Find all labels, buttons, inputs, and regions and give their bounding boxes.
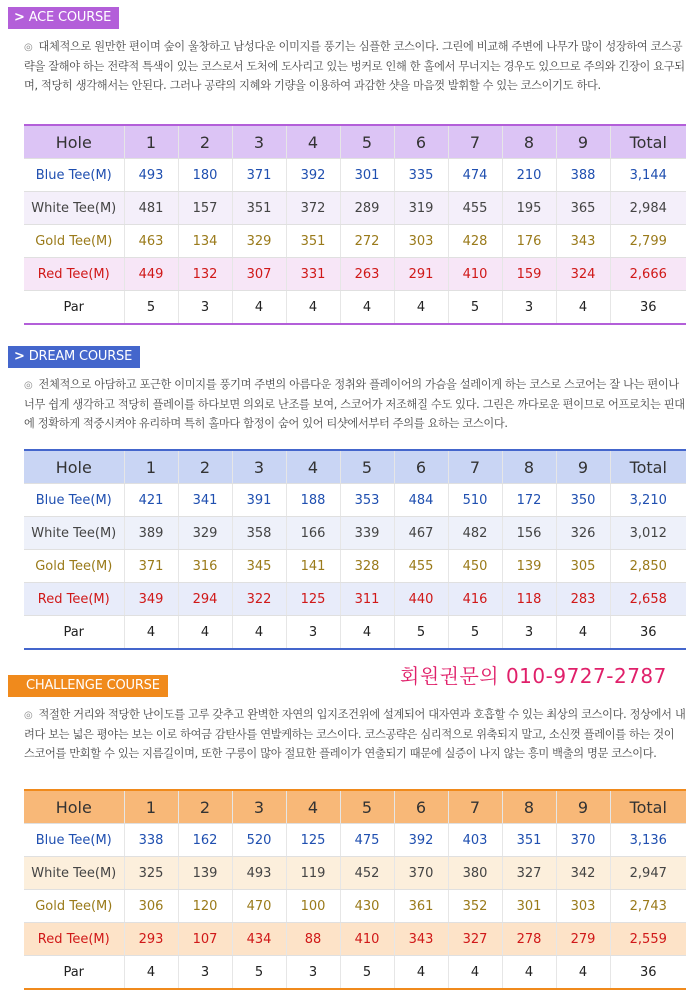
distance-cell: 107 (178, 923, 232, 956)
ace-course-badge (8, 7, 119, 29)
total-cell: 36 (610, 291, 686, 325)
hole-number-header: 3 (232, 790, 286, 824)
hole-number-header: 5 (340, 790, 394, 824)
distance-cell: 329 (178, 517, 232, 550)
distance-cell: 4 (448, 956, 502, 990)
distance-cell: 118 (502, 583, 556, 616)
distance-cell: 343 (394, 923, 448, 956)
distance-cell: 4 (556, 616, 610, 650)
gold-tee-row (24, 225, 686, 258)
distance-cell: 316 (178, 550, 232, 583)
hole-number-header: 7 (448, 790, 502, 824)
total-cell: 2,947 (610, 857, 686, 890)
distance-cell: 4 (556, 291, 610, 325)
distance-cell: 210 (502, 159, 556, 192)
total-cell: 36 (610, 956, 686, 990)
distance-cell: 327 (502, 857, 556, 890)
hole-number-header: 9 (556, 790, 610, 824)
distance-cell: 351 (502, 824, 556, 857)
distance-cell: 263 (340, 258, 394, 291)
distance-cell: 162 (178, 824, 232, 857)
distance-cell: 484 (394, 484, 448, 517)
distance-cell: 455 (394, 550, 448, 583)
total-cell: 2,743 (610, 890, 686, 923)
challenge-course-description: ◎ 적절한 거리와 적당한 난이도를 고루 갖추고 완벽한 자연의 입지조건위에 설계되어 대자연과 호흡할 수 있는 최상의 코스이다. 정상에서 내려다 보는 넓은 평야는 보는 이로 하여금 감탄사를 연발케하는 코스이다. 코스공략은 심리적으로 위축되지 말고, 소신껏 플레이를 하는 것이 스코어를 만회할 수 있는 지름길이며, 또한 구릉이 많아 절묘한 플레이가 연출되기 때문에 실증이 나지 않는 흥미 백출의 명문 코스이다. (24, 708, 686, 760)
distance-cell: 339 (340, 517, 394, 550)
distance-cell: 421 (124, 484, 178, 517)
distance-cell: 159 (502, 258, 556, 291)
total-cell: 2,658 (610, 583, 686, 616)
distance-cell: 4 (502, 956, 556, 990)
distance-cell: 371 (124, 550, 178, 583)
distance-cell: 403 (448, 824, 502, 857)
row-label: Gold Tee(M) (24, 890, 124, 923)
distance-cell: 5 (448, 291, 502, 325)
distance-cell: 392 (286, 159, 340, 192)
total-cell: 36 (610, 616, 686, 650)
red-tee-row (24, 258, 686, 291)
total-header: Total (610, 450, 686, 484)
total-cell: 2,984 (610, 192, 686, 225)
distance-cell: 450 (448, 550, 502, 583)
distance-cell: 3 (178, 956, 232, 990)
row-label: Blue Tee(M) (24, 824, 124, 857)
distance-cell: 345 (232, 550, 286, 583)
distance-cell: 125 (286, 824, 340, 857)
distance-cell: 481 (124, 192, 178, 225)
row-label: Blue Tee(M) (24, 484, 124, 517)
hole-number-header: 9 (556, 450, 610, 484)
dream-course-title: DREAM COURSE (28, 349, 133, 364)
distance-cell: 365 (556, 192, 610, 225)
distance-cell: 4 (556, 956, 610, 990)
distance-cell: 335 (394, 159, 448, 192)
row-label: Gold Tee(M) (24, 225, 124, 258)
distance-cell: 3 (502, 616, 556, 650)
dream-course-badge (8, 346, 140, 368)
distance-cell: 328 (340, 550, 394, 583)
hole-number-header: 5 (340, 125, 394, 159)
row-label: Blue Tee(M) (24, 159, 124, 192)
white-tee-row (24, 517, 686, 550)
total-cell: 3,210 (610, 484, 686, 517)
distance-cell: 331 (286, 258, 340, 291)
total-cell: 3,144 (610, 159, 686, 192)
distance-cell: 434 (232, 923, 286, 956)
distance-cell: 294 (178, 583, 232, 616)
distance-cell: 353 (340, 484, 394, 517)
hole-number-header: 4 (286, 450, 340, 484)
distance-cell: 132 (178, 258, 232, 291)
total-header: Total (610, 125, 686, 159)
distance-cell: 195 (502, 192, 556, 225)
distance-cell: 176 (502, 225, 556, 258)
distance-cell: 352 (448, 890, 502, 923)
bullet-icon: ◎ (24, 42, 33, 53)
distance-cell: 3 (286, 956, 340, 990)
par-row (24, 291, 686, 325)
total-cell: 3,136 (610, 824, 686, 857)
distance-cell: 4 (232, 616, 286, 650)
total-header: Total (610, 790, 686, 824)
distance-cell: 349 (124, 583, 178, 616)
distance-cell: 180 (178, 159, 232, 192)
distance-cell: 4 (124, 616, 178, 650)
distance-cell: 428 (448, 225, 502, 258)
distance-cell: 342 (556, 857, 610, 890)
challenge-course-title: CHALLENGE COURSE (26, 678, 160, 693)
distance-cell: 307 (232, 258, 286, 291)
hole-number-header: 4 (286, 790, 340, 824)
row-label: Par (24, 616, 124, 650)
distance-cell: 319 (394, 192, 448, 225)
distance-cell: 430 (340, 890, 394, 923)
distance-cell: 475 (340, 824, 394, 857)
distance-cell: 306 (124, 890, 178, 923)
distance-cell: 283 (556, 583, 610, 616)
distance-cell: 5 (232, 956, 286, 990)
distance-cell: 305 (556, 550, 610, 583)
gold-tee-row (24, 550, 686, 583)
distance-cell: 410 (448, 258, 502, 291)
ace-course-title: ACE COURSE (28, 10, 112, 25)
distance-cell: 4 (178, 616, 232, 650)
distance-cell: 391 (232, 484, 286, 517)
total-cell: 2,666 (610, 258, 686, 291)
hole-number-header: 1 (124, 125, 178, 159)
row-label: White Tee(M) (24, 517, 124, 550)
white-tee-row (24, 192, 686, 225)
distance-cell: 325 (124, 857, 178, 890)
hole-number-header: 7 (448, 450, 502, 484)
total-cell: 3,012 (610, 517, 686, 550)
distance-cell: 188 (286, 484, 340, 517)
distance-cell: 370 (556, 824, 610, 857)
distance-cell: 157 (178, 192, 232, 225)
hole-number-header: 1 (124, 450, 178, 484)
distance-cell: 5 (340, 956, 394, 990)
distance-cell: 372 (286, 192, 340, 225)
distance-cell: 4 (286, 291, 340, 325)
hole-number-header: 7 (448, 125, 502, 159)
hole-number-header: 2 (178, 125, 232, 159)
par-row (24, 956, 686, 990)
hole-number-header: 6 (394, 450, 448, 484)
distance-cell: 324 (556, 258, 610, 291)
hole-number-header: 6 (394, 790, 448, 824)
distance-cell: 88 (286, 923, 340, 956)
ace-course-table (24, 124, 686, 325)
hole-number-header: 3 (232, 125, 286, 159)
row-label: White Tee(M) (24, 857, 124, 890)
table-header-row (24, 450, 686, 484)
distance-cell: 322 (232, 583, 286, 616)
distance-cell: 289 (340, 192, 394, 225)
distance-cell: 301 (502, 890, 556, 923)
row-label: Par (24, 291, 124, 325)
distance-cell: 3 (286, 616, 340, 650)
hole-header: Hole (24, 790, 124, 824)
distance-cell: 410 (340, 923, 394, 956)
distance-cell: 493 (232, 857, 286, 890)
distance-cell: 293 (124, 923, 178, 956)
distance-cell: 141 (286, 550, 340, 583)
distance-cell: 358 (232, 517, 286, 550)
member-contact: 회원권문의 010-9727-2787 (400, 664, 667, 688)
hole-header: Hole (24, 450, 124, 484)
distance-cell: 156 (502, 517, 556, 550)
distance-cell: 452 (340, 857, 394, 890)
white-tee-row (24, 857, 686, 890)
distance-cell: 370 (394, 857, 448, 890)
distance-cell: 351 (286, 225, 340, 258)
distance-cell: 371 (232, 159, 286, 192)
distance-cell: 303 (394, 225, 448, 258)
challenge-course-table (24, 789, 686, 990)
distance-cell: 4 (340, 616, 394, 650)
distance-cell: 449 (124, 258, 178, 291)
row-label: Red Tee(M) (24, 923, 124, 956)
total-cell: 2,799 (610, 225, 686, 258)
hole-number-header: 8 (502, 125, 556, 159)
distance-cell: 351 (232, 192, 286, 225)
blue-tee-row (24, 159, 686, 192)
distance-cell: 388 (556, 159, 610, 192)
blue-tee-row (24, 824, 686, 857)
distance-cell: 301 (340, 159, 394, 192)
distance-cell: 510 (448, 484, 502, 517)
hole-header: Hole (24, 125, 124, 159)
distance-cell: 341 (178, 484, 232, 517)
distance-cell: 392 (394, 824, 448, 857)
distance-cell: 3 (502, 291, 556, 325)
distance-cell: 329 (232, 225, 286, 258)
hole-number-header: 2 (178, 790, 232, 824)
distance-cell: 474 (448, 159, 502, 192)
distance-cell: 139 (178, 857, 232, 890)
ace-course-description: ◎ 대체적으로 원만한 편이며 숲이 울창하고 남성다운 이미지를 풍기는 심플한 코스이다. 그린에 비교해 주변에 나무가 많이 성장하여 코스공략을 잘해야 하는 전략적 특색이 있는 코스로서 도처에 도사리고 있는 벙커로 인해 한 홀에서 무너지는 경우도 있으므로 주의와 긴장이 요구되며, 적당히 생각해서는 안된다. 그러나 공략의 지혜와 기량을 이용하여 과감한 샷을 마음껏 발휘할 수 있는 코스이기도 하다. (24, 40, 685, 92)
distance-cell: 493 (124, 159, 178, 192)
distance-cell: 119 (286, 857, 340, 890)
distance-cell: 166 (286, 517, 340, 550)
gold-tee-row (24, 890, 686, 923)
distance-cell: 5 (394, 616, 448, 650)
distance-cell: 172 (502, 484, 556, 517)
distance-cell: 361 (394, 890, 448, 923)
blue-tee-row (24, 484, 686, 517)
hole-number-header: 1 (124, 790, 178, 824)
distance-cell: 134 (178, 225, 232, 258)
distance-cell: 125 (286, 583, 340, 616)
distance-cell: 4 (124, 956, 178, 990)
row-label: Red Tee(M) (24, 583, 124, 616)
total-cell: 2,559 (610, 923, 686, 956)
distance-cell: 327 (448, 923, 502, 956)
distance-cell: 272 (340, 225, 394, 258)
distance-cell: 416 (448, 583, 502, 616)
distance-cell: 139 (502, 550, 556, 583)
challenge-course-badge (8, 675, 168, 697)
distance-cell: 440 (394, 583, 448, 616)
distance-cell: 343 (556, 225, 610, 258)
distance-cell: 279 (556, 923, 610, 956)
red-tee-row (24, 583, 686, 616)
hole-number-header: 4 (286, 125, 340, 159)
par-row (24, 616, 686, 650)
hole-number-header: 2 (178, 450, 232, 484)
row-label: Red Tee(M) (24, 258, 124, 291)
distance-cell: 303 (556, 890, 610, 923)
distance-cell: 467 (394, 517, 448, 550)
row-label: Par (24, 956, 124, 990)
distance-cell: 100 (286, 890, 340, 923)
row-label: White Tee(M) (24, 192, 124, 225)
distance-cell: 120 (178, 890, 232, 923)
dream-course-table (24, 449, 686, 650)
distance-cell: 311 (340, 583, 394, 616)
distance-cell: 380 (448, 857, 502, 890)
distance-cell: 326 (556, 517, 610, 550)
table-header-row (24, 125, 686, 159)
distance-cell: 291 (394, 258, 448, 291)
distance-cell: 5 (448, 616, 502, 650)
row-label: Gold Tee(M) (24, 550, 124, 583)
hole-number-header: 3 (232, 450, 286, 484)
distance-cell: 4 (394, 956, 448, 990)
distance-cell: 482 (448, 517, 502, 550)
hole-number-header: 5 (340, 450, 394, 484)
hole-number-header: 9 (556, 125, 610, 159)
distance-cell: 4 (340, 291, 394, 325)
distance-cell: 338 (124, 824, 178, 857)
hole-number-header: 8 (502, 450, 556, 484)
distance-cell: 5 (124, 291, 178, 325)
distance-cell: 3 (178, 291, 232, 325)
distance-cell: 470 (232, 890, 286, 923)
bullet-icon: ◎ (24, 710, 33, 721)
distance-cell: 278 (502, 923, 556, 956)
table-header-row (24, 790, 686, 824)
distance-cell: 455 (448, 192, 502, 225)
distance-cell: 4 (232, 291, 286, 325)
distance-cell: 350 (556, 484, 610, 517)
dream-course-description: ◎ 전체적으로 아담하고 포근한 이미지를 풍기며 주변의 아름다운 정취와 플레이어의 가슴을 설레이게 하는 코스로 스코어는 잘 나는 편이나 너무 쉽게 생각하고 적당히 플레이를 하다보면 의외로 난조를 보여, 스코어가 저조해질 수도 있다. 그린은 까다로운 편이므로 어프로치는 핀대에 정확하게 적중시켜야 유리하며 특히 홀마다 함정이 숨어 있어 티샷에서부터 주의를 요하는 코스이다. (24, 378, 685, 430)
hole-number-header: 8 (502, 790, 556, 824)
distance-cell: 463 (124, 225, 178, 258)
chevron-right-icon: > (14, 10, 25, 25)
distance-cell: 520 (232, 824, 286, 857)
red-tee-row (24, 923, 686, 956)
total-cell: 2,850 (610, 550, 686, 583)
distance-cell: 4 (394, 291, 448, 325)
distance-cell: 389 (124, 517, 178, 550)
bullet-icon: ◎ (24, 380, 33, 391)
hole-number-header: 6 (394, 125, 448, 159)
chevron-right-icon: > (14, 349, 25, 364)
